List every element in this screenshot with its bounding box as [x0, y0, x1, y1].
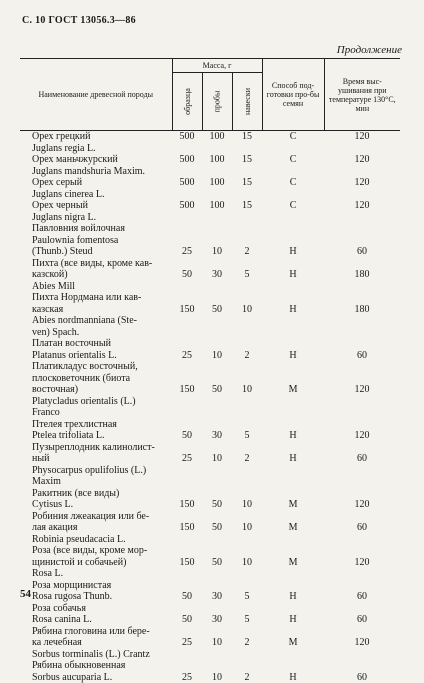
prep-method: Н: [262, 223, 324, 258]
sample-mass: 150: [172, 361, 202, 396]
drying-time: 60: [324, 338, 400, 361]
probe-mass: [202, 568, 232, 580]
prep-method: М: [262, 545, 324, 568]
table-row: [20, 223, 400, 258]
probe-mass: 100: [202, 154, 232, 166]
table-row: [20, 442, 400, 465]
species-name-line: Physocarpus opulifolius (L.): [32, 465, 172, 477]
species-name: [20, 649, 172, 661]
drying-time: 180: [324, 258, 400, 281]
species-name: [20, 154, 172, 166]
sample-mass: [172, 166, 202, 178]
table-row: [20, 511, 400, 534]
sample-mass: [172, 143, 202, 155]
sample-mass: [172, 568, 202, 580]
table-row: [20, 626, 400, 649]
species-name: [20, 177, 172, 189]
probe-mass: [202, 281, 232, 293]
navesk-mass: 5: [232, 603, 262, 626]
species-name: [20, 315, 172, 338]
sample-mass: 500: [172, 154, 202, 166]
species-name-line: ка лечебная: [32, 637, 172, 649]
sample-mass: [172, 281, 202, 293]
probe-mass: [202, 212, 232, 224]
species-name-line: Sorbus aucuparia L.: [32, 672, 172, 683]
probe-mass: 50: [202, 292, 232, 315]
species-name-line: Abies Mill: [32, 281, 172, 293]
probe-mass: [202, 166, 232, 178]
drying-time: [324, 465, 400, 488]
navesk-mass: 15: [232, 177, 262, 189]
table-row: [20, 649, 400, 661]
species-name: [20, 292, 172, 315]
species-name: [20, 212, 172, 224]
probe-mass: 30: [202, 603, 232, 626]
species-name-line: Робиния лжеакация или бе-: [32, 511, 172, 523]
species-name-line: Птелея трехлистная: [32, 419, 172, 431]
navesk-mass: 10: [232, 361, 262, 396]
species-name-line: Пихта Нордмана или кав-: [32, 292, 172, 304]
probe-mass: 30: [202, 258, 232, 281]
navesk-mass: [232, 568, 262, 580]
table-row: [20, 603, 400, 626]
drying-time: [324, 143, 400, 155]
table-row: [20, 281, 400, 293]
prep-method: Н: [262, 338, 324, 361]
prep-method: М: [262, 361, 324, 396]
sample-mass: 50: [172, 603, 202, 626]
prep-method: Н: [262, 580, 324, 603]
table-row: [20, 465, 400, 488]
species-name-line: Rosa canina L.: [32, 614, 172, 626]
table-row: [20, 131, 400, 143]
probe-mass: 50: [202, 488, 232, 511]
navesk-mass: [232, 143, 262, 155]
species-name-line: Ракитник (все виды): [32, 488, 172, 500]
species-name: [20, 603, 172, 626]
species-name-line: Роза собачья: [32, 603, 172, 615]
probe-mass: 30: [202, 580, 232, 603]
probe-mass: 100: [202, 177, 232, 189]
drying-time: 120: [324, 154, 400, 166]
col-probe-header: пробы: [202, 73, 232, 131]
drying-time: 60: [324, 442, 400, 465]
sample-mass: 500: [172, 200, 202, 212]
table-row: [20, 200, 400, 212]
table-row: [20, 177, 400, 189]
table-row: [20, 212, 400, 224]
prep-method: [262, 568, 324, 580]
drying-time: 120: [324, 200, 400, 212]
drying-time: 120: [324, 626, 400, 649]
drying-time: [324, 568, 400, 580]
species-name-line: ven) Spach.: [32, 327, 172, 339]
sample-mass: 150: [172, 488, 202, 511]
prep-method: [262, 649, 324, 661]
species-name-line: Cytisus L.: [32, 499, 172, 511]
sample-mass: 25: [172, 626, 202, 649]
probe-mass: 10: [202, 223, 232, 258]
prep-method: Н: [262, 292, 324, 315]
navesk-mass: 10: [232, 292, 262, 315]
probe-mass: [202, 143, 232, 155]
species-name-line: лая акация: [32, 522, 172, 534]
prep-method: М: [262, 488, 324, 511]
species-name: [20, 143, 172, 155]
prep-method: М: [262, 511, 324, 534]
species-name: [20, 465, 172, 488]
species-name: [20, 223, 172, 258]
table-row: [20, 534, 400, 546]
sample-mass: 25: [172, 442, 202, 465]
table-row: [20, 361, 400, 396]
species-name: [20, 511, 172, 534]
table-row: [20, 580, 400, 603]
probe-mass: 10: [202, 338, 232, 361]
navesk-mass: 2: [232, 338, 262, 361]
species-name: [20, 338, 172, 361]
probe-mass: 100: [202, 200, 232, 212]
species-name-line: (Thunb.) Steud: [32, 246, 172, 258]
col-time-header: Время выс-ушивания при температуре 130°С, мин: [324, 59, 400, 131]
species-name-line: щинистой и собачьей): [32, 557, 172, 569]
navesk-mass: 2: [232, 626, 262, 649]
drying-time: 60: [324, 511, 400, 534]
species-name: [20, 281, 172, 293]
navesk-mass: 10: [232, 545, 262, 568]
prep-method: Н: [262, 258, 324, 281]
species-name: [20, 488, 172, 511]
sample-mass: 500: [172, 177, 202, 189]
species-name: [20, 442, 172, 465]
species-name: [20, 580, 172, 603]
species-name: [20, 258, 172, 281]
drying-time: [324, 212, 400, 224]
prep-method: [262, 315, 324, 338]
species-name: [20, 361, 172, 396]
drying-time: 120: [324, 488, 400, 511]
drying-time: 60: [324, 223, 400, 258]
drying-time: 120: [324, 177, 400, 189]
drying-time: 60: [324, 603, 400, 626]
seed-table: [20, 58, 400, 683]
navesk-mass: 15: [232, 200, 262, 212]
sample-mass: 500: [172, 131, 202, 143]
probe-mass: [202, 534, 232, 546]
table-row: [20, 660, 400, 683]
species-name-line: Платан восточный: [32, 338, 172, 350]
prep-method: [262, 281, 324, 293]
prep-method: Н: [262, 442, 324, 465]
sample-mass: 50: [172, 419, 202, 442]
prep-method: [262, 143, 324, 155]
table-row: [20, 166, 400, 178]
probe-mass: 50: [202, 361, 232, 396]
species-name-line: Juglans regia L.: [32, 143, 172, 155]
species-name-line: Juglans mandshuria Maxim.: [32, 166, 172, 178]
prep-method: Н: [262, 603, 324, 626]
species-name-line: Abies nordmanniana (Ste-: [32, 315, 172, 327]
continuation-label: Продолжение: [337, 44, 402, 56]
species-name-line: Maxim: [32, 476, 172, 488]
drying-time: 120: [324, 545, 400, 568]
prep-method: [262, 189, 324, 201]
navesk-mass: [232, 534, 262, 546]
prep-method: С: [262, 200, 324, 212]
sample-mass: [172, 465, 202, 488]
navesk-mass: 2: [232, 442, 262, 465]
page-number: 54: [20, 588, 31, 600]
probe-mass: [202, 649, 232, 661]
drying-time: [324, 534, 400, 546]
navesk-mass: [232, 649, 262, 661]
species-name-line: Ptelea trifoliata L.: [32, 430, 172, 442]
drying-time: [324, 281, 400, 293]
col-mass-header: Масса, г: [172, 59, 262, 73]
sample-mass: 25: [172, 660, 202, 683]
prep-method: Н: [262, 660, 324, 683]
species-name-line: плосковеточник (биота восточная): [32, 373, 172, 396]
drying-time: 120: [324, 419, 400, 442]
species-name: [20, 568, 172, 580]
probe-mass: [202, 315, 232, 338]
sample-mass: 150: [172, 545, 202, 568]
species-name-line: ный: [32, 453, 172, 465]
sample-mass: [172, 649, 202, 661]
probe-mass: [202, 465, 232, 488]
species-name-line: Орех черный: [32, 200, 172, 212]
navesk-mass: [232, 281, 262, 293]
navesk-mass: [232, 189, 262, 201]
species-name-line: Robinia pseudacacia L.: [32, 534, 172, 546]
sample-mass: [172, 189, 202, 201]
navesk-mass: [232, 465, 262, 488]
navesk-mass: 15: [232, 131, 262, 143]
species-name-line: Sorbus torminalis (L.) Crantz: [32, 649, 172, 661]
species-name-line: Rosa L.: [32, 568, 172, 580]
prep-method: [262, 212, 324, 224]
species-name-line: Platanus orientalis L.: [32, 350, 172, 362]
sample-mass: [172, 315, 202, 338]
sample-mass: 25: [172, 338, 202, 361]
species-name-line: Роза морщинистая: [32, 580, 172, 592]
navesk-mass: 2: [232, 660, 262, 683]
navesk-mass: [232, 396, 262, 419]
prep-method: Н: [262, 419, 324, 442]
sample-mass: 150: [172, 511, 202, 534]
prep-method: [262, 166, 324, 178]
table-row: [20, 143, 400, 155]
prep-method: С: [262, 131, 324, 143]
species-name-line: Juglans nigra L.: [32, 212, 172, 224]
drying-time: [324, 315, 400, 338]
species-name: [20, 166, 172, 178]
sample-mass: 50: [172, 258, 202, 281]
species-name: [20, 660, 172, 683]
navesk-mass: 2: [232, 223, 262, 258]
drying-time: [324, 649, 400, 661]
probe-mass: 100: [202, 131, 232, 143]
sample-mass: [172, 396, 202, 419]
species-name: [20, 626, 172, 649]
species-name-line: Орех маньчжурский: [32, 154, 172, 166]
table-row: [20, 419, 400, 442]
prep-method: М: [262, 626, 324, 649]
species-name-line: казской): [32, 269, 172, 281]
probe-mass: 10: [202, 442, 232, 465]
species-name-line: Platycladus orientalis (L.): [32, 396, 172, 408]
drying-time: 120: [324, 361, 400, 396]
species-name-line: казская: [32, 304, 172, 316]
species-name-line: Павловния войлочная: [32, 223, 172, 235]
prep-method: [262, 534, 324, 546]
table-row: [20, 338, 400, 361]
page-header: С. 10 ГОСТ 13056.3—86: [22, 15, 136, 26]
species-name: [20, 189, 172, 201]
navesk-mass: 10: [232, 511, 262, 534]
species-name: [20, 200, 172, 212]
table-row: [20, 545, 400, 568]
prep-method: С: [262, 177, 324, 189]
species-name-line: Пихта (все виды, кроме кав-: [32, 258, 172, 270]
probe-mass: 30: [202, 419, 232, 442]
species-name-line: Paulownia fomentosa: [32, 235, 172, 247]
probe-mass: 50: [202, 511, 232, 534]
species-name-line: Рябина глоговина или бере-: [32, 626, 172, 638]
table-row: [20, 189, 400, 201]
table-row: [20, 396, 400, 419]
prep-method: С: [262, 154, 324, 166]
drying-time: [324, 189, 400, 201]
table-row: [20, 315, 400, 338]
sample-mass: 25: [172, 223, 202, 258]
species-name-line: Rosa rugosa Thunb.: [32, 591, 172, 603]
col-sample-header: образца: [172, 73, 202, 131]
probe-mass: 50: [202, 545, 232, 568]
sample-mass: 150: [172, 292, 202, 315]
navesk-mass: 5: [232, 419, 262, 442]
species-name: [20, 396, 172, 419]
navesk-mass: [232, 315, 262, 338]
species-name-line: Juglans cinerea L.: [32, 189, 172, 201]
sample-mass: [172, 534, 202, 546]
table-row: [20, 154, 400, 166]
drying-time: 60: [324, 580, 400, 603]
sample-mass: 50: [172, 580, 202, 603]
navesk-mass: [232, 212, 262, 224]
species-name-line: Franco: [32, 407, 172, 419]
species-name-line: Роза (все виды, кроме мор-: [32, 545, 172, 557]
species-name-line: Орех серый: [32, 177, 172, 189]
drying-time: 120: [324, 131, 400, 143]
species-name: [20, 131, 172, 143]
navesk-mass: 10: [232, 488, 262, 511]
navesk-mass: 5: [232, 580, 262, 603]
probe-mass: [202, 189, 232, 201]
species-name-line: Рябина обыкновенная: [32, 660, 172, 672]
probe-mass: [202, 396, 232, 419]
species-name-line: Платикладус восточный,: [32, 361, 172, 373]
drying-time: 60: [324, 660, 400, 683]
col-navesk-header: навески: [232, 73, 262, 131]
table-row: [20, 292, 400, 315]
drying-time: [324, 166, 400, 178]
table-row: [20, 568, 400, 580]
species-name: [20, 534, 172, 546]
species-name: [20, 545, 172, 568]
navesk-mass: 5: [232, 258, 262, 281]
table-row: [20, 488, 400, 511]
probe-mass: 10: [202, 660, 232, 683]
sample-mass: [172, 212, 202, 224]
col-method-header: Способ под-готовки про-бы семян: [262, 59, 324, 131]
drying-time: 180: [324, 292, 400, 315]
prep-method: [262, 465, 324, 488]
navesk-mass: [232, 166, 262, 178]
prep-method: [262, 396, 324, 419]
navesk-mass: 15: [232, 154, 262, 166]
probe-mass: 10: [202, 626, 232, 649]
table-row: [20, 258, 400, 281]
species-name: [20, 419, 172, 442]
drying-time: [324, 396, 400, 419]
species-name-line: Орех грецкий: [32, 131, 172, 143]
col-name-header: Наименование древесной породы: [20, 59, 172, 131]
species-name-line: Пузыреплодник калинолист-: [32, 442, 172, 454]
